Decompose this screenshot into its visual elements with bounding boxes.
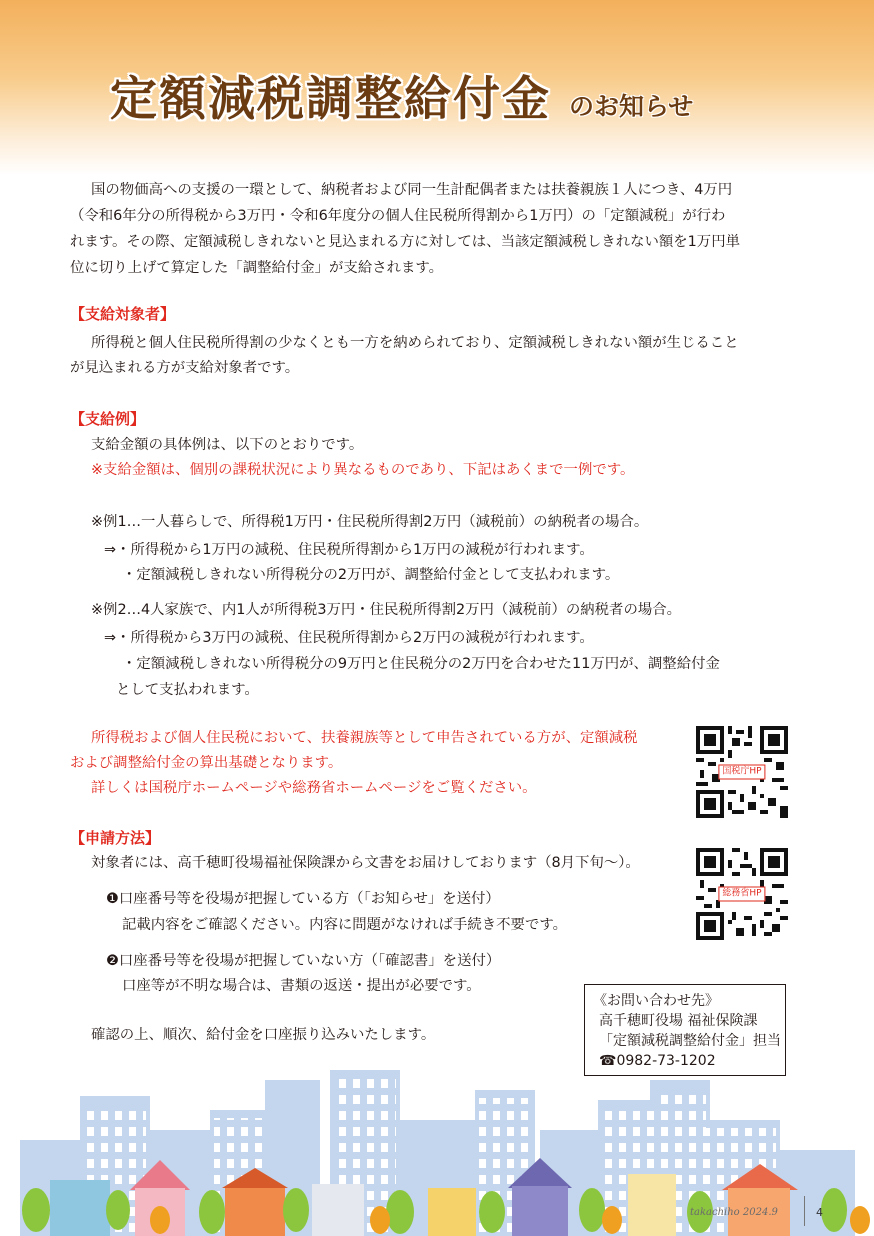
footer-divider: [804, 1196, 805, 1226]
eligible-line-2: が見込まれる方が支給対象者です。: [70, 360, 300, 376]
apply-intro: 対象者には、高千穂町役場福祉保険課から文書をお届けしております（8月下旬〜）。: [91, 855, 640, 871]
eligible-heading: 【支給対象者】: [70, 305, 176, 323]
contact-heading: 《お問い合わせ先》: [593, 993, 719, 1009]
notice-line-3: 詳しくは国税庁ホームページや総務省ホームページをご覧ください。: [91, 780, 537, 796]
apply-case2-body: 口座等が不明な場合は、書類の返送・提出が必要です。: [122, 978, 481, 994]
intro-line-1: 国の物価高への支援の一環として、納税者および同一生計配偶者または扶養親族１人につき、4万円: [91, 182, 733, 198]
intro-line-3: れます。その際、定額減税しきれないと見込まれる方に対しては、当該定額減税しきれない額を1万円単: [70, 234, 740, 250]
apply-heading: 【申請方法】: [70, 829, 161, 847]
notice-line-1: 所得税および個人住民税において、扶養親族等として申告されている方が、定額減税: [91, 730, 638, 746]
example1-line-1: ⇒・所得税から1万円の減税、住民税所得割から1万円の減税が行われます。: [104, 542, 594, 558]
intro-line-2: （令和6年分の所得税から3万円・令和6年度分の個人住民税所得割から1万円）の「定額減税」が行わ: [70, 208, 726, 224]
footer-publication: takachiho 2024.9: [690, 1207, 778, 1218]
example-intro: 支給金額の具体例は、以下のとおりです。: [91, 437, 364, 453]
example2-line-2: ・定額減税しきれない所得税分の9万円と住民税分の2万円を合わせた11万円が、調整給付金: [122, 656, 720, 672]
title-sub: のお知らせ: [569, 92, 694, 121]
page-number: 4: [816, 1206, 823, 1219]
example1-title: ※例1…一人暮らしで、所得税1万円・住民税所得割2万円（減税前）の納税者の場合。: [91, 514, 649, 530]
apply-closing: 確認の上、順次、給付金を口座振り込みいたします。: [91, 1027, 436, 1043]
nta-qr-label: 国税庁HP: [718, 765, 765, 780]
page-title: [110, 62, 693, 129]
intro-line-4: 位に切り上げて算定した「調整給付金」が支給されます。: [70, 260, 444, 276]
example-heading: 【支給例】: [70, 410, 146, 428]
example1-line-2: ・定額減税しきれない所得税分の2万円が、調整給付金として支払われます。: [122, 567, 620, 583]
apply-case1-title: ❶口座番号等を役場が把握している方（「お知らせ」を送付）: [106, 891, 500, 907]
contact-person: 「定額減税調整給付金」担当: [599, 1033, 781, 1049]
mic-qr-code[interactable]: [696, 848, 788, 940]
example2-line-3: として支払われます。: [116, 682, 259, 698]
example-note: ※支給金額は、個別の課税状況により異なるものであり、下記はあくまで一例です。: [91, 462, 635, 478]
example2-title: ※例2…4人家族で、内1人が所得税3万円・住民税所得割2万円（減税前）の納税者の場合。: [91, 602, 682, 618]
contact-phone[interactable]: ☎0982-73-1202: [599, 1053, 716, 1069]
apply-case2-title: ❷口座番号等を役場が把握していない方（「確認書」を送付）: [106, 953, 501, 969]
mic-qr-label: 総務省HP: [718, 887, 765, 902]
title-main: 定額減税調整給付金: [110, 72, 551, 127]
example2-line-1: ⇒・所得税から3万円の減税、住民税所得割から2万円の減税が行われます。: [104, 630, 594, 646]
eligible-line-1: 所得税と個人住民税所得割の少なくとも一方を納められており、定額減税しきれない額が生じること: [91, 335, 739, 351]
contact-office: 高千穂町役場 福祉保険課: [599, 1013, 758, 1029]
notice-line-2: および調整給付金の算出基礎となります。: [70, 755, 343, 771]
nta-qr-code[interactable]: [696, 726, 788, 818]
apply-case1-body: 記載内容をご確認ください。内容に問題がなければ手続き不要です。: [122, 917, 567, 933]
